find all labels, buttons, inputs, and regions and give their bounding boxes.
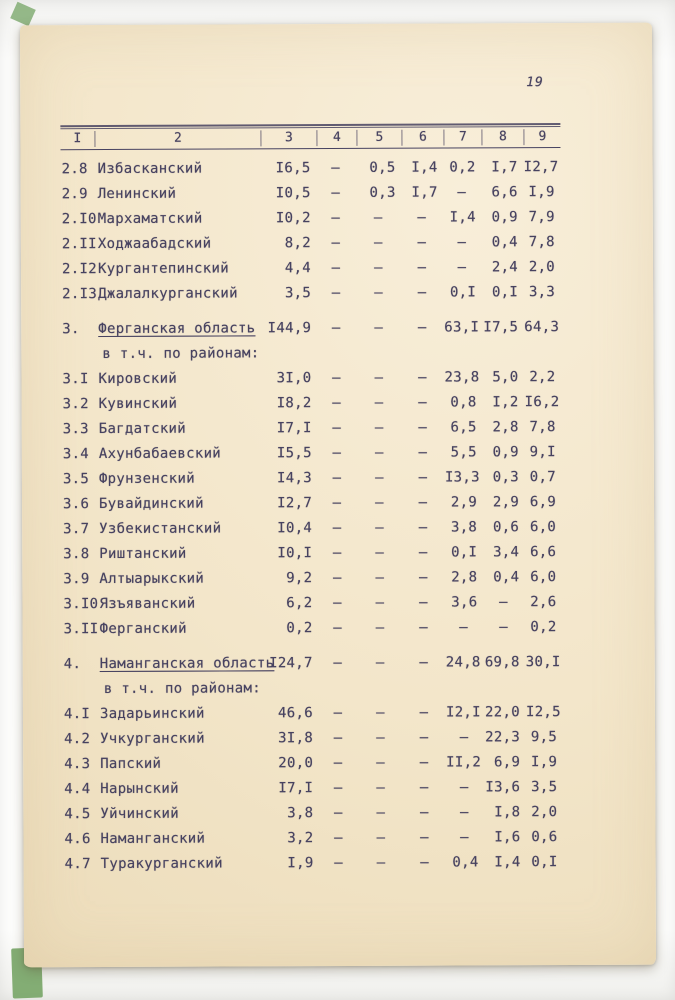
cell-value: – [332,519,342,537]
header-cell: 6 [401,130,443,146]
cell-value: 3,8 [287,805,314,822]
row-index: 3.I [62,371,89,388]
cell-value: 6,9 [493,754,521,771]
header-cell: 5 [356,130,401,146]
cell-value: – [417,234,427,251]
cell-value: I,9 [528,184,555,201]
cell-value: I0,5 [275,185,311,202]
table-row [62,490,562,517]
row-name: Джалалкурганский [98,285,238,303]
cell-value: I24,7 [269,655,313,672]
table-row [61,180,561,207]
cell-value: – [375,654,385,671]
table-row [62,465,562,492]
cell-value: 9,5 [530,729,558,746]
cell-value: 69,8 [484,654,520,671]
cell-value: – [420,854,429,871]
cell-value: – [375,519,385,536]
cell-value: I,2 [492,394,519,411]
table-row [63,615,563,642]
cell-value: 3,3 [528,284,556,301]
cell-value: 2,4 [491,259,519,276]
cell-value: 3,5 [531,779,558,796]
cell-value: – [333,654,343,672]
cell-value: – [331,234,341,252]
cell-value: 6,6 [491,184,518,201]
cell-value: – [374,394,384,411]
cell-value: 0,I [451,544,478,561]
cell-value: 23,8 [444,369,480,386]
cell-value: I8,2 [276,395,312,412]
row-name: Кировский [98,370,178,388]
cell-value: 2,6 [530,594,557,611]
row-name: Узбекистанский [99,520,222,538]
table-row [62,515,562,542]
cell-value: – [373,209,383,226]
cell-value: – [374,319,384,336]
cell-value: I,7 [411,184,438,201]
cell-value: – [460,829,469,846]
row-name: Ходжаабадский [97,235,212,253]
cell-value: – [374,284,384,301]
cell-value: – [332,369,341,387]
cell-value: – [331,209,341,227]
cell-value: 24,8 [445,654,481,671]
cell-value: – [418,444,428,461]
table-row [63,725,563,752]
cell-value: – [331,259,341,277]
cell-value: – [459,729,469,746]
cell-value: 2,8 [451,569,478,586]
cell-value: – [376,804,386,821]
cell-value: 0,I [449,284,477,301]
row-index [63,677,97,702]
row-index: 4.4 [64,781,91,798]
cell-value: 3,8 [450,519,478,536]
row-name: Наманганская область [99,655,275,673]
row-index: 4.2 [64,731,91,748]
cell-value: I0,4 [277,520,313,537]
row-index: 4.5 [64,806,91,823]
cell-value: 22,3 [485,729,521,746]
cell-value: 2,9 [450,494,478,511]
cell-value: – [418,544,428,561]
table-row [61,230,561,257]
cell-value: 2,0 [528,259,556,276]
row-index: 3.5 [62,471,90,488]
cell-value: I2,7 [523,159,559,176]
table-row [61,280,561,307]
cell-value: I,4 [449,209,476,226]
cell-value: – [375,619,385,636]
table-row [62,440,562,467]
row-index: 3.8 [63,546,90,563]
row-index: 2.II [61,236,97,253]
cell-value: 2,2 [529,369,556,386]
cell-value: 0,4 [493,569,520,586]
row-index: 2.I2 [61,261,97,278]
row-name: Ленинский [97,185,177,203]
row-index: 3.II [63,621,99,638]
cell-value: – [459,804,469,821]
row-name: Уйчинский [100,805,179,823]
cell-value: – [417,319,427,336]
cell-value: – [373,234,383,251]
row-name: Кургантепинский [97,260,229,278]
table-row [63,775,563,802]
header-cell: 8 [481,129,523,145]
cell-value: I,9 [530,754,558,771]
cell-value: I7,I [278,780,314,797]
row-name: Кувинский [98,395,178,413]
header-cell: 4 [316,130,356,146]
row-index: 4.7 [64,856,91,873]
table-row [63,750,563,777]
cell-value: 9,2 [286,570,313,587]
cell-value: 8,2 [284,235,311,252]
cell-value: 5,5 [450,444,477,461]
cell-value: – [333,619,342,637]
cell-value: – [418,394,427,411]
row-index: 3.3 [62,421,89,438]
row-name: в т.ч. по районам: [102,345,260,363]
cell-value: I5,5 [276,445,312,462]
cell-value: 0,4 [491,234,518,251]
table-header-row [60,127,560,150]
row-name: Багдатский [98,420,187,438]
row-name: Задарьинский [99,705,205,723]
table-row [61,255,561,282]
row-index: 2.9 [61,186,88,203]
cell-value: – [457,234,467,251]
row-name: в т.ч. по районам: [103,680,262,698]
table-row [64,850,564,877]
cell-value: 20,0 [278,755,314,772]
cell-value: – [418,494,428,511]
cell-value: 0,3 [369,184,396,201]
cell-value: I3,3 [444,469,480,486]
cell-value: – [332,569,342,587]
cell-value: – [417,284,427,301]
cell-value: 5,0 [492,369,519,386]
cell-value: 6,5 [450,419,477,436]
cell-value: – [332,544,342,562]
cell-value: 2,0 [531,804,558,821]
cell-value: 3I,8 [278,730,314,747]
header-cell: 2 [94,130,260,147]
cell-value: – [457,259,467,276]
cell-value: I7,I [276,420,312,437]
cell-value: – [374,444,384,461]
cell-value: 3,4 [493,544,520,561]
cell-value: – [376,854,386,871]
cell-value: 7,9 [528,209,555,226]
row-name: Фрунзенский [98,470,195,488]
table-body [60,148,563,877]
row-name: Ахунбабаевский [98,445,222,463]
row-name: Учкурганский [100,730,205,748]
row-index: 4.3 [64,756,91,773]
cell-value: 0,5 [369,159,396,176]
cell-value: – [331,284,341,302]
cell-value: 2,9 [492,494,520,511]
cell-value: 4,4 [284,260,312,277]
cell-value: I,6 [494,829,521,846]
cell-value: 0,I [531,854,558,871]
cell-value: – [374,259,383,276]
cell-value: – [419,754,429,771]
cell-value: I0,I [277,545,313,562]
cell-value: I6,5 [275,160,311,177]
green-cover-edge-top [10,2,36,27]
header-cell: 7 [443,129,481,145]
row-name: Язъяванский [99,595,196,613]
cell-value: – [333,779,343,797]
cell-value: – [332,394,341,412]
cell-value: 0,2 [449,159,476,176]
cell-value: – [375,544,385,561]
row-name: Бувайдинский [99,495,204,513]
cell-value: 3I,0 [276,370,312,387]
cell-value: – [499,594,508,611]
cell-value: – [419,594,428,611]
table-row [62,415,562,442]
cell-value: 7,8 [529,419,556,436]
cell-value: – [333,729,343,747]
cell-value: – [374,419,384,436]
cell-value: – [418,419,428,436]
table-row [63,800,563,827]
row-index: 3.7 [63,521,90,538]
cell-value: 0,4 [452,854,479,871]
row-name: Алтыарыкский [99,570,205,588]
cell-value: – [420,829,429,846]
row-name: Папский [100,755,162,773]
cell-value: – [375,469,384,486]
cell-value: 9,I [529,444,556,461]
cell-value: – [333,754,343,772]
cell-value: 3,6 [451,594,478,611]
row-index: 2.8 [61,161,88,178]
row-name: Нарынский [100,780,179,798]
cell-value: 7,8 [528,234,555,251]
cell-value: 3,2 [287,830,314,847]
cell-value: I0,2 [275,210,311,227]
cell-value: – [332,444,342,462]
cell-value: – [376,754,386,771]
cell-value: – [332,469,342,487]
row-name: Туракурганский [100,855,223,873]
cell-value: – [374,369,384,386]
subheader-row [63,675,563,702]
table-row [63,700,563,727]
cell-value: I,4 [411,159,438,176]
cell-value: – [376,704,385,721]
row-name: Избасканский [97,160,203,178]
cell-value: 0,6 [492,519,520,536]
cell-value: I7,5 [483,319,519,336]
cell-value: 22,0 [484,704,520,721]
cell-value: 63,I [444,319,480,336]
cell-value: 64,3 [524,319,560,336]
cell-value: – [376,729,385,746]
cell-value: I2,5 [525,704,561,721]
cell-value: – [417,259,427,276]
cell-value: I,8 [494,804,521,821]
cell-value: – [419,804,429,821]
cell-value: 0,7 [529,469,556,486]
section-row [63,650,563,677]
cell-value: – [418,369,427,386]
table-row [63,825,563,852]
cell-value: 0,2 [286,620,313,637]
cell-value: – [375,494,384,511]
cell-value: 0,8 [450,394,477,411]
row-index [61,342,95,367]
document-page [20,23,656,968]
cell-value: – [419,704,429,721]
cell-value: – [333,594,342,612]
cell-value: – [332,494,342,512]
cell-value: 30,I [525,654,561,671]
cell-value: 0,3 [492,469,519,486]
data-table [60,123,563,877]
cell-value: 3,5 [284,285,312,302]
cell-value: II,2 [446,754,482,771]
row-index: 3.9 [63,571,90,588]
cell-value: 6,0 [530,569,557,586]
cell-value: 6,2 [286,595,313,612]
row-name: Ферганский [99,620,187,638]
cell-value: 46,6 [277,705,313,722]
cell-value: – [418,469,428,486]
cell-value: – [418,569,428,586]
cell-value: I3,6 [485,779,521,796]
cell-value: – [459,779,469,796]
header-cell: 3 [260,130,316,146]
cell-value: – [419,779,429,796]
cell-value: 0,I [491,284,519,301]
cell-value: I6,2 [524,394,560,411]
table-row [61,365,561,392]
cell-value: – [376,829,386,846]
cell-value: – [419,729,429,746]
section-row [61,315,561,342]
row-index: 4.6 [64,831,91,848]
row-index: 3.I0 [63,596,99,613]
cell-value: 0,2 [530,619,557,636]
row-index: 4. [63,656,82,673]
cell-value: – [459,619,468,636]
cell-value: I,7 [491,159,518,176]
row-index: 3. [62,321,80,338]
row-name: Наманганский [100,830,206,848]
row-name: Мархаматский [97,210,203,228]
cell-value: – [499,619,508,636]
table-row [62,540,562,567]
cell-value: – [419,619,428,636]
cell-value: – [375,569,385,586]
header-cell: 9 [523,129,560,145]
cell-value: I,9 [287,855,314,872]
row-index: 2.I0 [61,211,97,228]
cell-value: – [334,829,343,847]
cell-value: – [417,209,427,226]
cell-value: – [419,654,429,671]
row-name: Риштанский [99,545,187,563]
cell-value: 0,9 [491,209,518,226]
cell-value: 6,9 [529,494,557,511]
cell-value: 0,6 [531,829,558,846]
table-row [61,155,561,182]
cell-value: I4,3 [276,470,312,487]
cell-value: – [331,184,341,202]
table-row [62,590,562,617]
cell-value: – [332,419,342,437]
cell-value: I2,7 [277,495,313,512]
cell-value: – [375,594,385,611]
cell-value: – [457,184,467,201]
cell-value: – [333,804,343,822]
cell-value: – [331,319,341,337]
row-index: 3.4 [62,446,90,463]
row-index: 4.I [63,706,91,723]
table-row [61,205,561,232]
cell-value: – [331,159,340,177]
cell-value: I2,I [445,704,481,721]
cell-value: – [333,704,343,722]
cell-value: – [418,519,428,536]
header-cell: I [73,131,82,147]
row-index: 2.I3 [62,286,98,303]
cell-value: 0,9 [492,444,519,461]
subheader-row [61,340,561,367]
cell-value: 6,0 [529,519,557,536]
cell-value: 2,8 [492,419,519,436]
row-index: 3.2 [62,396,89,413]
table-row [62,390,562,417]
cell-value: I44,9 [267,320,312,337]
cell-value: – [376,779,386,796]
cell-value: – [334,854,343,872]
cell-value: 6,6 [530,544,557,561]
row-index: 3.6 [63,496,90,513]
cell-value: I,4 [494,854,521,871]
row-name: Ферганская область [98,320,256,338]
table-row [62,565,562,592]
page-number: 19 [526,75,544,91]
